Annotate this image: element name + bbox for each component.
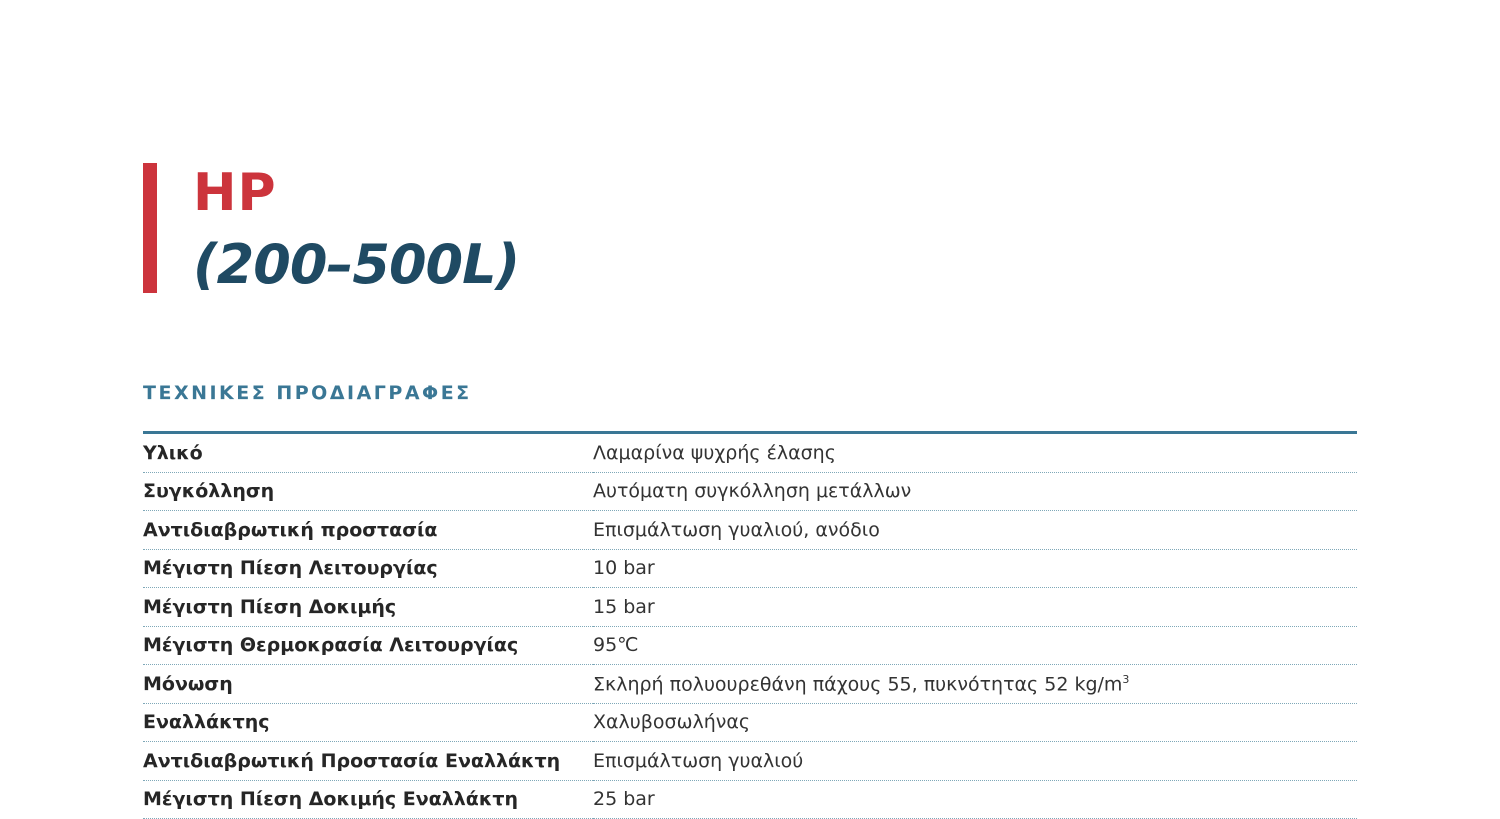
spec-value: 15 bar [593,588,1357,627]
product-name: HP [193,163,277,223]
table-row [143,665,1357,704]
spec-label: Αντιδιαβρωτική προστασία [143,511,593,550]
table-row [143,472,1357,511]
spec-label: Μέγιστη Πίεση Δοκιμής Εναλλάκτη [143,780,593,819]
spec-label: Μέγιστη Θερμοκρασία Λειτουργίας [143,626,593,665]
table-row [143,780,1357,819]
spec-label: Υλικό [143,433,593,473]
spec-label: Μόνωση [143,665,593,704]
table-row [143,511,1357,550]
spec-value-text: Σκληρή πολυουρεθάνη πάχους 55, πυκνότητας 52 kg/m [593,672,1123,695]
spec-value: Αυτόματη συγκόλληση μετάλλων [593,472,1357,511]
spec-label: Εναλλάκτης [143,703,593,742]
spec-label: Συγκόλληση [143,472,593,511]
spec-value [593,665,1357,704]
product-range: (200–500L) [193,233,520,296]
table-row [143,626,1357,665]
spec-value: 95℃ [593,626,1357,665]
product-title-block [143,163,743,296]
table-row [143,433,1357,473]
spec-value: 25 bar [593,780,1357,819]
table-row [143,588,1357,627]
superscript: 3 [1122,672,1130,686]
table-row [143,703,1357,742]
spec-label: Μέγιστη Πίεση Λειτουργίας [143,549,593,588]
spec-value: Επισμάλτωση γυαλιού, ανόδιο [593,511,1357,550]
spec-value: 10 bar [593,549,1357,588]
spec-value: Λαμαρίνα ψυχρής έλασης [593,433,1357,473]
spec-label: Αντιδιαβρωτική Προστασία Εναλλάκτη [143,742,593,781]
spec-value: Χαλυβοσωλήνας [593,703,1357,742]
table-row [143,549,1357,588]
spec-table [143,431,1357,819]
accent-bar [143,163,157,293]
spec-label: Μέγιστη Πίεση Δοκιμής [143,588,593,627]
section-title: ΤΕΧΝΙΚΕΣ ΠΡΟΔΙΑΓΡΑΦΕΣ [143,382,472,404]
spec-value: Επισμάλτωση γυαλιού [593,742,1357,781]
table-row [143,742,1357,781]
